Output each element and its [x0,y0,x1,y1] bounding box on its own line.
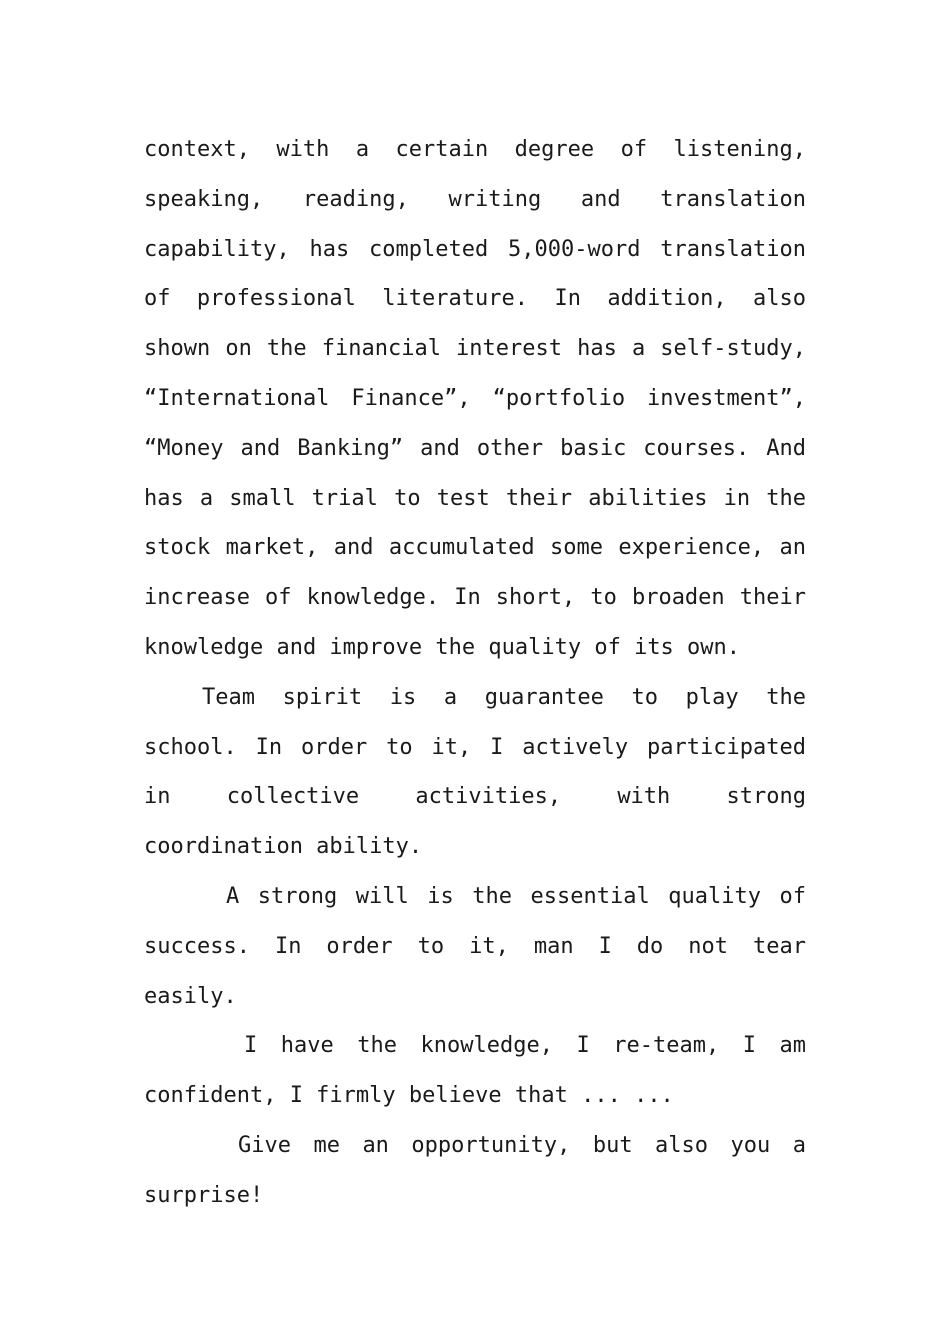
document-body [144,125,806,1221]
paragraph-strong-will: A strong will is the essential quality of success. In order to it, man I do not tear easily. [144,883,806,1009]
paragraph-closing: Give me an opportunity, but also you a surprise! [144,1132,806,1208]
paragraph-confidence: I have the knowledge, I re-team, I am confident, I firmly believe that ... ... [144,1033,806,1109]
paragraph-skills: context, with a certain degree of listening, speaking, reading, writing and translation capability, has completed 5,000-word translation of professional literature. In addition, also shown on the financial interest has a self-study, “International Finance”, “portfolio investment”, “Money and Banking” and other basic courses. And has a small trial to test their abilities in the stock market, and accumulated some experience, an increase of knowledge. In short, to broaden their knowledge and improve the quality of its own. [144,137,806,660]
paragraph-team-spirit: Team spirit is a guarantee to play the school. In order to it, I actively participated in collective activities, with strong coordination ability. [144,684,806,860]
